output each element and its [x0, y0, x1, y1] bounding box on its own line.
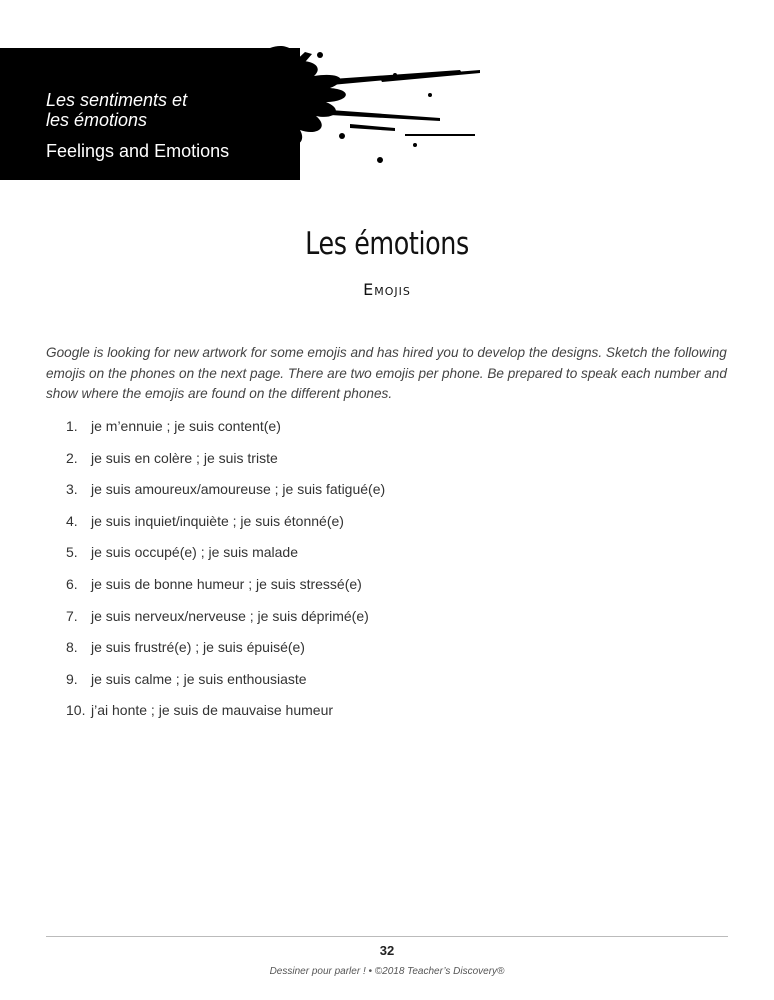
page-number: 32 [379, 943, 395, 958]
footer-divider [46, 936, 728, 937]
item-number: 6. [66, 575, 78, 592]
item-text: je suis frustré(e) ; je suis épuisé(e) [91, 639, 305, 656]
list-item [66, 702, 385, 734]
ink-splatter-decoration [230, 40, 490, 190]
list-item [66, 481, 385, 513]
list-item [66, 671, 385, 703]
banner-title-en: Feelings and Emotions [46, 141, 230, 161]
list-item [66, 513, 385, 545]
item-text: je suis inquiet/inquiète ; je suis étonné(e) [91, 512, 344, 529]
item-number: 10. [66, 702, 86, 719]
item-number: 5. [66, 544, 78, 561]
item-text: je suis occupé(e) ; je suis malade [91, 544, 298, 561]
item-text: je suis en colère ; je suis triste [91, 449, 278, 466]
item-text: j’ai honte ; je suis de mauvaise humeur [91, 702, 334, 719]
item-number: 2. [66, 449, 78, 466]
item-text: je suis de bonne humeur ; je suis stressé(e) [91, 575, 362, 592]
list-item [66, 544, 385, 576]
item-text: je suis calme ; je suis enthousiaste [91, 670, 307, 687]
list-item [66, 576, 385, 608]
list-item [66, 639, 385, 671]
item-text: je m’ennuie ; je suis content(e) [91, 418, 281, 434]
page-subtitle: Emojis [363, 280, 411, 299]
item-number: 4. [66, 512, 78, 529]
item-number: 8. [66, 639, 78, 656]
list-item [66, 450, 385, 482]
banner-text [46, 90, 229, 161]
banner-title-fr-line2: les émotions [46, 110, 148, 130]
footer-credit: Dessiner pour parler ! • ©2018 Teacher’s Discovery® [269, 966, 505, 977]
page-title: Les émotions [305, 226, 469, 262]
emotion-list [66, 418, 385, 734]
item-number: 3. [66, 481, 78, 498]
item-number: 1. [66, 418, 78, 434]
banner-title-fr [46, 90, 229, 130]
item-text: je suis amoureux/amoureuse ; je suis fatigué(e) [91, 481, 386, 498]
banner-title-fr-line1: Les sentiments et [46, 90, 188, 110]
item-number: 7. [66, 607, 78, 624]
item-text: je suis nerveux/nerveuse ; je suis déprimé(e) [91, 607, 369, 624]
list-item [66, 608, 385, 640]
instructions-paragraph: Google is looking for new artwork for some emojis and has hired you to develop the designs. Sketch the following emojis on the phones on the next page. There are two emojis per phone. Be prepared to speak each number and show where the emojis are found on the different phones. [46, 345, 727, 401]
item-number: 9. [66, 670, 78, 687]
list-item [66, 418, 385, 450]
